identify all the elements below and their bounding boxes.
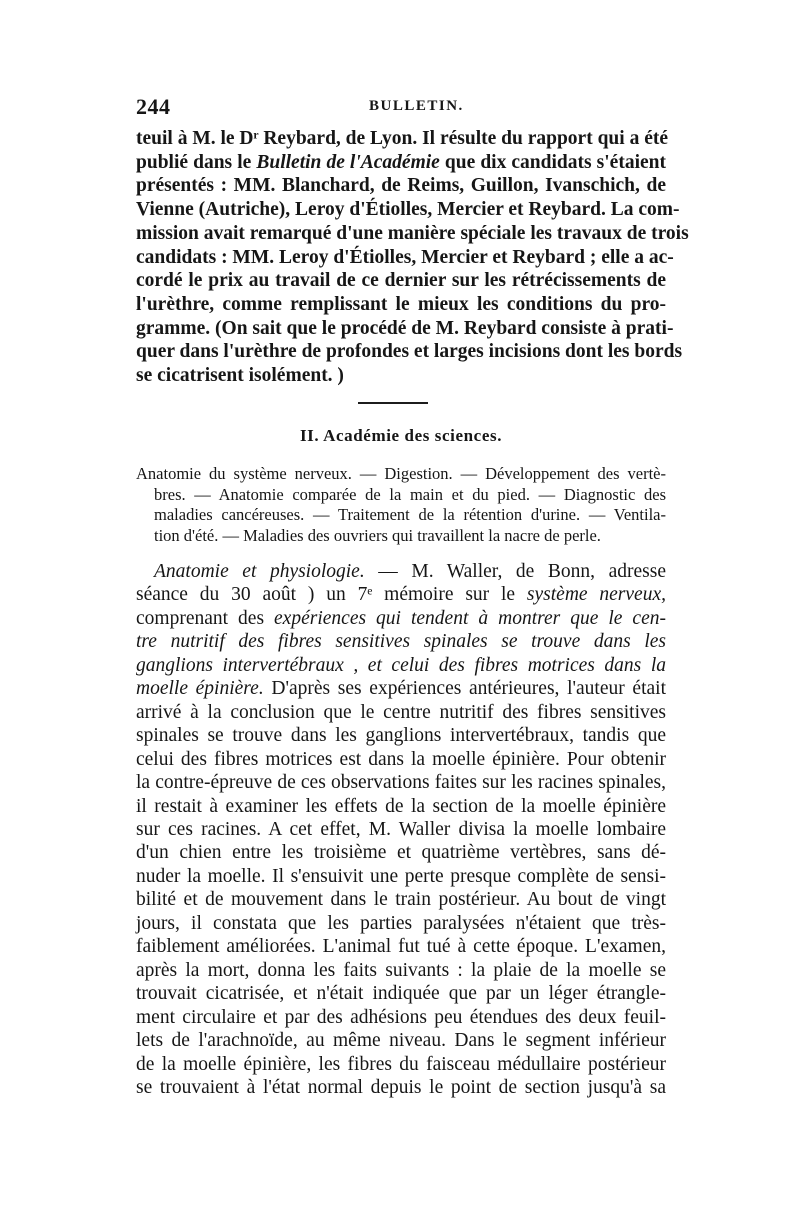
text-line: l'urèthre, comme remplissant le mieux les conditions du pro- — [136, 293, 666, 315]
section-heading: II. Académie des sciences. — [299, 426, 503, 445]
text-line: se trouvaient à l'état normal depuis le point de section jusqu'à sa — [136, 1076, 666, 1098]
text-line: ment circulaire et par des adhésions peu étendues des deux feuil- — [136, 1006, 666, 1028]
text-line: d'un chien entre les troisième et quatrième vertèbres, sans dé- — [136, 842, 666, 864]
text-line: cordé le prix au travail de ce dernier sur les rétrécissements de — [136, 270, 666, 292]
text-line: nuder la moelle. Il s'ensuivit une perte presque complète de sensi- — [136, 865, 666, 887]
running-title: BULLETIN. — [369, 98, 464, 114]
text-line: arrivé à la conclusion que le centre nutritif des fibres sensitives — [136, 701, 666, 723]
text-line: faiblement améliorées. L'animal fut tué à cette époque. L'examen, — [136, 936, 666, 958]
page-header — [136, 94, 666, 124]
text-line: la contre-épreuve de ces observations faites sur les racines spinales, — [136, 772, 666, 794]
text-line: séance du 30 août ) un 7ᵉ mémoire sur le système nerveux, — [136, 584, 666, 606]
paragraph-anatomy — [136, 560, 666, 1099]
text-line: candidats : MM. Leroy d'Étiolles, Mercier et Reybard ; elle a ac- — [136, 246, 674, 268]
text-line: celui des fibres motrices est dans la moelle épinière. Pour obtenir — [136, 748, 666, 770]
paragraph-prize-report — [136, 127, 689, 388]
text-line: Vienne (Autriche), Leroy d'Étiolles, Mercier et Reybard. La com- — [136, 199, 680, 221]
bulletin-title: Bulletin de l'Académie — [256, 151, 440, 173]
text-line: tre nutritif des fibres sensitives spinales se trouve dans les — [136, 631, 666, 653]
text-line: mission avait remarqué d'une manière spéciale les travaux de trois — [136, 222, 689, 244]
text-line: de la moelle épinière, les fibres du faisceau médullaire postérieur — [136, 1053, 666, 1075]
text-line: Anatomie et physiologie. — M. Waller, de Bonn, adresse — [154, 561, 666, 582]
summary-line: bres. — Anatomie comparée de la main et du pied. — Diagnostic des — [154, 484, 666, 504]
text-line: gramme. (On sait que le procédé de M. Reybard consiste à prati- — [136, 317, 674, 339]
summary-line: tion d'été. — Maladies des ouvriers qui travaillent la nacre de perle. — [154, 525, 601, 545]
page-number: 244 — [136, 94, 171, 119]
rubric-anatomy: Anatomie et physiologie. — [154, 561, 365, 582]
text-line: spinales se trouve dans les ganglions intervertébraux, tandis que — [136, 725, 666, 747]
text-line: présentés : MM. Blanchard, de Reims, Guillon, Ivanschich, de — [136, 175, 666, 197]
text-line: bilité et de mouvement dans le train postérieur. Au bout de vingt — [136, 889, 666, 911]
text-line: il restait à examiner les effets de la section de la moelle épinière — [136, 795, 666, 817]
text-line: publié dans le Bulletin de l'Académie que dix candidats s'étaient — [136, 151, 666, 173]
text-line: quer dans l'urèthre de profondes et larges incisions dont les bords — [136, 341, 683, 363]
text-line: jours, il constata que les parties paralysées n'étaient que très- — [136, 912, 666, 934]
text-line: après la mort, donna les faits suivants : la plaie de la moelle se — [136, 959, 666, 981]
text-line: trouvait cicatrisée, et n'était indiquée que par un léger étrangle- — [136, 983, 666, 1005]
section-divider — [358, 402, 428, 404]
text-line: comprenant des expériences qui tendent à montrer que le cen- — [136, 607, 666, 629]
text-line: moelle épinière. D'après ses expériences antérieures, l'auteur était — [136, 678, 666, 700]
text-line: se cicatrisent isolément. ) — [136, 365, 344, 387]
text-line: teuil à M. le Dʳ Reybard, de Lyon. Il résulte du rapport qui a été — [136, 128, 668, 149]
text-line: sur ces racines. A cet effet, M. Waller divisa la moelle lombaire — [136, 818, 666, 840]
summary-line: maladies cancéreuses. — Traitement de la rétention d'urine. — Ventila- — [154, 505, 666, 525]
section-summary — [136, 464, 666, 546]
text-line: ganglions intervertébraux , et celui des fibres motrices dans la — [136, 654, 666, 676]
text-line: lets de l'arachnoïde, au même niveau. Dans le segment inférieur — [136, 1030, 666, 1052]
summary-line: Anatomie du système nerveux. — Digestion. — Développement des vertè- — [136, 464, 666, 483]
